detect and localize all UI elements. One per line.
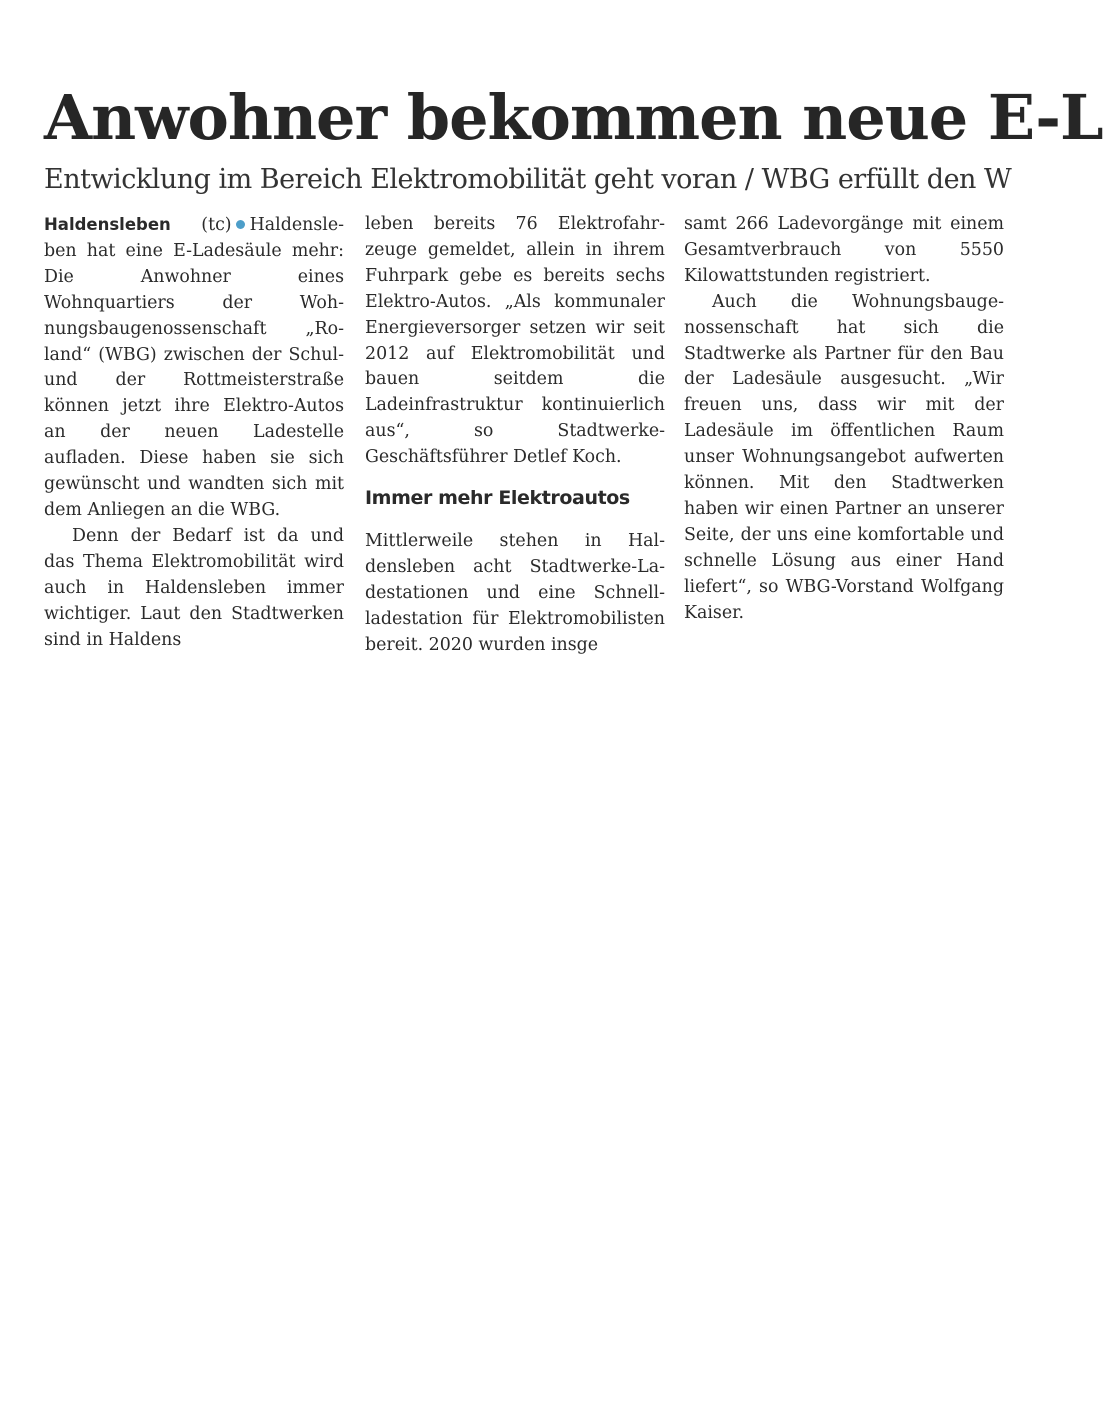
- lead-paragraph: [44, 212, 344, 524]
- paragraph: Denn der Bedarf ist da und das Thema Elektromobilität wird auch in Haldensleben immer wichtiger. Laut den Stadtwerken sind in Haldens: [44, 525, 344, 650]
- section-subheading: Immer mehr Elektroautos: [365, 487, 630, 510]
- source-tag: (tc): [201, 215, 232, 235]
- lead-text: Haldensleben hat eine E-Ladesäule mehr: Die Anwohner eines Wohnquartiers der Wohnungsbaugenossenschaft „Roland“ (WBG) zwischen der Schul- und der Rottmeisterstraße können jetzt ihre Elektro-Autos an der neuen Ladestelle aufladen. Diese haben sie sich gewünscht und wandten sich mit dem Anliegen an die WBG.: [44, 215, 344, 520]
- dateline: Haldensleben: [44, 215, 171, 234]
- bullet-dot-icon: [236, 220, 245, 229]
- paragraph: Mittlerweile stehen in Haldensleben acht Stadtwerke-Ladestationen und eine Schnellladestation für Elektromobilisten bereit. 2020 wurden insge: [365, 531, 665, 655]
- paragraph: samt 266 Ladevorgänge mit einem Gesamtverbrauch von 5550 Kilowattstunden registriert.: [684, 214, 1004, 286]
- text-column-2: [365, 212, 665, 659]
- article-subheadline: Entwicklung im Bereich Elektromobilität geht voran / WBG erfüllt den W: [44, 164, 1012, 195]
- text-column-3: [684, 212, 1004, 627]
- paragraph: leben bereits 76 Elektrofahrzeuge gemeldet, allein in ihrem Fuhrpark gebe es bereits sechs Elektro-Autos. „Als kommunaler Energieversorger setzen wir seit 2012 auf Elektromobilität und bauen seitdem die Ladeinfrastruktur kontinuierlich aus“, so Stadtwerke-Geschäftsführer Detlef Koch.: [365, 214, 665, 468]
- paragraph: Auch die Wohnungsbaugenossenschaft hat sich die Stadtwerke als Partner für den Bau der Ladesäule ausgesucht. „Wir freuen uns, dass wir mit der Ladesäule im öffentlichen Raum unser Wohnungsangebot aufwerten können. Mit den Stadtwerken haben wir einen Partner an unserer Seite, der uns eine komfortable und schnelle Lösung aus einer Hand liefert“, so WBG-Vorstand Wolfgang Kaiser.: [684, 291, 1004, 623]
- article-headline: Anwohner bekommen neue E-L: [44, 81, 1103, 154]
- text-column-1: [44, 212, 344, 653]
